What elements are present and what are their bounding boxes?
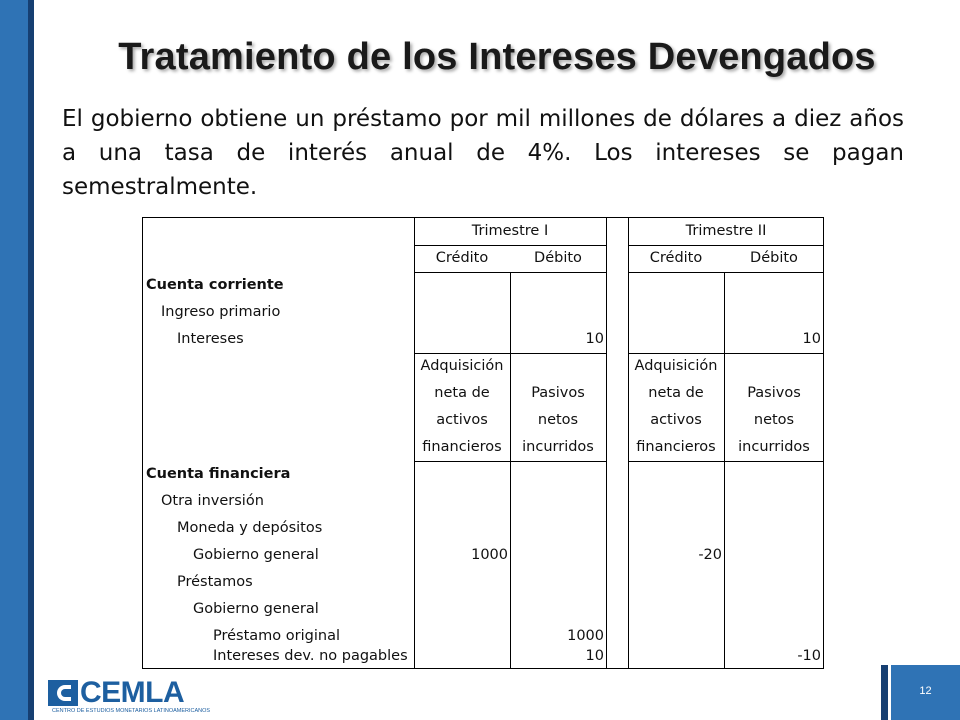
fin-header-q1-asset-1: Adquisición — [420, 358, 504, 374]
fin-header-q2-liab-2: netos — [753, 412, 795, 428]
left-accent-bar — [0, 0, 28, 720]
header-debito-q1: Débito — [534, 250, 582, 266]
slide-body-text: El gobierno obtiene un préstamo por mil millones de dólares a diez años a una tasa de interés anual de 4%. Los intereses se pagan semestralmente. — [62, 106, 904, 200]
row-cuenta-financiera: Cuenta financiera — [146, 466, 291, 482]
row-moneda-depositos: Moneda y depósitos — [177, 520, 323, 536]
cell-gg1-q2-asset: -20 — [698, 547, 722, 563]
table-vline-q1-right — [606, 218, 607, 669]
cemla-logo-text: CEMLA — [80, 676, 185, 709]
page-number-accent-bar — [881, 665, 888, 720]
fin-header-q2-liab-1: Pasivos — [747, 385, 801, 401]
row-gobierno-general-1: Gobierno general — [193, 547, 319, 563]
header-credito-q1: Crédito — [435, 250, 489, 266]
header-trimestre-1: Trimestre I — [471, 223, 549, 239]
fin-header-q1-asset-4: financieros — [422, 439, 502, 455]
table-hline-q2-fin-header — [628, 461, 824, 462]
header-trimestre-2: Trimestre II — [685, 223, 767, 239]
cell-idev-q1-liab: 10 — [585, 648, 604, 664]
table-hline-q2-under-cd — [628, 272, 824, 273]
row-intereses: Intereses — [177, 331, 244, 347]
row-intereses-dev: Intereses dev. no pagables — [213, 648, 408, 664]
fin-header-q2-asset-4: financieros — [636, 439, 716, 455]
header-debito-q2: Débito — [750, 250, 798, 266]
slide-title: Tratamiento de los Intereses Devengados — [118, 36, 876, 78]
cemla-logo — [48, 676, 211, 718]
cell-idev-q2-liab: -10 — [797, 648, 821, 664]
fin-header-q1-asset-2: neta de — [434, 385, 490, 401]
cemla-logo-mark-icon — [48, 680, 78, 706]
fin-header-q1-liab-2: netos — [537, 412, 579, 428]
fin-header-q1-asset-3: activos — [436, 412, 488, 428]
table-hline-q1-under-cd — [414, 272, 606, 273]
fin-header-q2-asset-1: Adquisición — [634, 358, 718, 374]
row-ingreso-primario: Ingreso primario — [161, 304, 281, 320]
cell-intereses-q1-debito: 10 — [585, 331, 604, 347]
fin-header-q2-asset-2: neta de — [648, 385, 704, 401]
row-cuenta-corriente: Cuenta corriente — [146, 277, 284, 293]
page-number-box — [891, 665, 960, 720]
left-accent-bar-dark — [28, 0, 34, 720]
cell-intereses-q2-debito: 10 — [802, 331, 821, 347]
row-prestamo-original: Préstamo original — [213, 628, 340, 644]
header-credito-q2: Crédito — [649, 250, 703, 266]
page-number: 12 — [919, 685, 932, 697]
cell-po-q1-liab: 1000 — [567, 628, 604, 644]
row-gobierno-general-2: Gobierno general — [193, 601, 319, 617]
row-otra-inversion: Otra inversión — [161, 493, 264, 509]
cell-gg1-q1-asset: 1000 — [471, 547, 508, 563]
fin-header-q2-liab-3: incurridos — [738, 439, 810, 455]
accounts-table — [142, 217, 824, 669]
table-hline-q1-fin-header — [414, 461, 606, 462]
fin-header-q1-liab-1: Pasivos — [531, 385, 585, 401]
fin-header-q1-liab-3: incurridos — [522, 439, 594, 455]
fin-header-q2-asset-3: activos — [650, 412, 702, 428]
row-prestamos: Préstamos — [177, 574, 253, 590]
cemla-logo-subtitle: CENTRO DE ESTUDIOS MONETARIOS LATINOAMERICANOS — [52, 708, 211, 714]
